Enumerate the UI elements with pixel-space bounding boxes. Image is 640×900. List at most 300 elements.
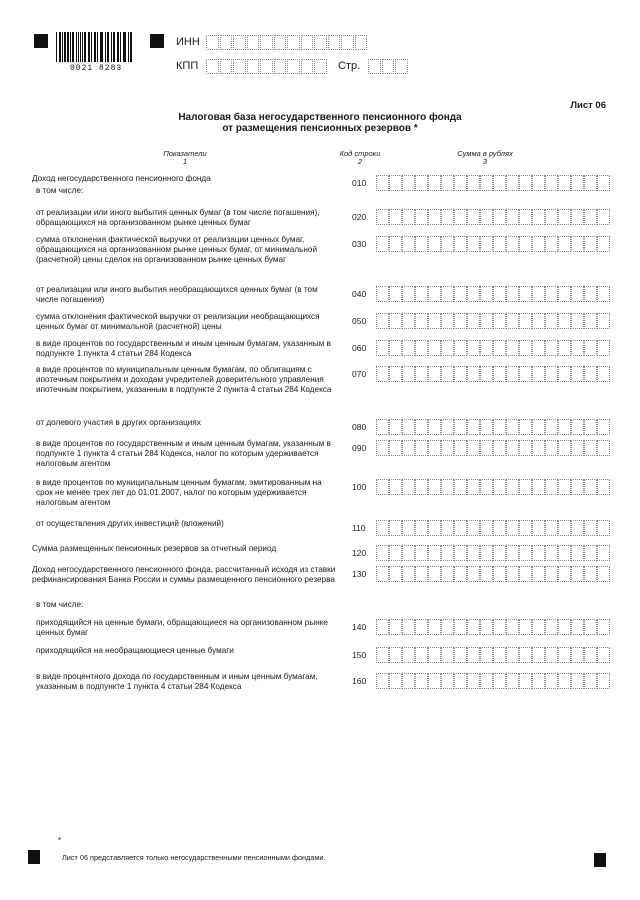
amount-cell[interactable] bbox=[415, 566, 428, 582]
amount-field[interactable] bbox=[376, 236, 610, 252]
amount-cell[interactable] bbox=[428, 236, 441, 252]
amount-cell[interactable] bbox=[389, 647, 402, 663]
amount-cell[interactable] bbox=[558, 619, 571, 635]
amount-cell[interactable] bbox=[571, 236, 584, 252]
amount-cell[interactable] bbox=[519, 545, 532, 561]
amount-cell[interactable] bbox=[545, 175, 558, 191]
input-cell[interactable] bbox=[355, 35, 368, 50]
amount-cell[interactable] bbox=[558, 566, 571, 582]
amount-cell[interactable] bbox=[571, 647, 584, 663]
amount-cell[interactable] bbox=[584, 175, 597, 191]
amount-cell[interactable] bbox=[441, 647, 454, 663]
amount-cell[interactable] bbox=[532, 366, 545, 382]
kpp-field[interactable] bbox=[206, 59, 328, 74]
amount-cell[interactable] bbox=[584, 313, 597, 329]
amount-cell[interactable] bbox=[493, 673, 506, 689]
amount-cell[interactable] bbox=[441, 619, 454, 635]
amount-cell[interactable] bbox=[402, 209, 415, 225]
amount-cell[interactable] bbox=[506, 209, 519, 225]
amount-cell[interactable] bbox=[545, 440, 558, 456]
amount-cell[interactable] bbox=[545, 619, 558, 635]
amount-cell[interactable] bbox=[493, 236, 506, 252]
amount-cell[interactable] bbox=[480, 619, 493, 635]
amount-cell[interactable] bbox=[519, 236, 532, 252]
input-cell[interactable] bbox=[274, 59, 287, 74]
amount-cell[interactable] bbox=[519, 340, 532, 356]
amount-cell[interactable] bbox=[558, 366, 571, 382]
amount-cell[interactable] bbox=[428, 419, 441, 435]
amount-cell[interactable] bbox=[584, 340, 597, 356]
amount-cell[interactable] bbox=[480, 236, 493, 252]
amount-cell[interactable] bbox=[428, 545, 441, 561]
amount-cell[interactable] bbox=[545, 313, 558, 329]
amount-cell[interactable] bbox=[454, 236, 467, 252]
amount-cell[interactable] bbox=[389, 419, 402, 435]
amount-cell[interactable] bbox=[558, 647, 571, 663]
amount-cell[interactable] bbox=[454, 566, 467, 582]
input-cell[interactable] bbox=[233, 59, 246, 74]
amount-cell[interactable] bbox=[571, 545, 584, 561]
amount-cell[interactable] bbox=[441, 340, 454, 356]
amount-cell[interactable] bbox=[428, 286, 441, 302]
amount-cell[interactable] bbox=[597, 673, 610, 689]
amount-cell[interactable] bbox=[402, 340, 415, 356]
amount-cell[interactable] bbox=[506, 566, 519, 582]
amount-cell[interactable] bbox=[467, 647, 480, 663]
amount-cell[interactable] bbox=[415, 366, 428, 382]
amount-cell[interactable] bbox=[415, 419, 428, 435]
amount-cell[interactable] bbox=[389, 520, 402, 536]
amount-cell[interactable] bbox=[402, 419, 415, 435]
amount-cell[interactable] bbox=[402, 440, 415, 456]
amount-cell[interactable] bbox=[480, 545, 493, 561]
amount-cell[interactable] bbox=[571, 209, 584, 225]
amount-cell[interactable] bbox=[441, 479, 454, 495]
amount-cell[interactable] bbox=[545, 479, 558, 495]
amount-cell[interactable] bbox=[584, 419, 597, 435]
amount-cell[interactable] bbox=[402, 236, 415, 252]
amount-cell[interactable] bbox=[597, 440, 610, 456]
amount-cell[interactable] bbox=[480, 647, 493, 663]
amount-cell[interactable] bbox=[597, 619, 610, 635]
amount-cell[interactable] bbox=[428, 366, 441, 382]
amount-cell[interactable] bbox=[480, 209, 493, 225]
amount-cell[interactable] bbox=[584, 286, 597, 302]
amount-cell[interactable] bbox=[571, 479, 584, 495]
amount-cell[interactable] bbox=[506, 545, 519, 561]
amount-field[interactable] bbox=[376, 313, 610, 329]
amount-cell[interactable] bbox=[454, 545, 467, 561]
amount-cell[interactable] bbox=[558, 209, 571, 225]
amount-cell[interactable] bbox=[584, 440, 597, 456]
amount-cell[interactable] bbox=[454, 647, 467, 663]
amount-cell[interactable] bbox=[558, 175, 571, 191]
amount-cell[interactable] bbox=[376, 440, 389, 456]
amount-cell[interactable] bbox=[584, 545, 597, 561]
amount-cell[interactable] bbox=[532, 175, 545, 191]
amount-cell[interactable] bbox=[480, 566, 493, 582]
amount-cell[interactable] bbox=[467, 619, 480, 635]
amount-cell[interactable] bbox=[584, 673, 597, 689]
input-cell[interactable] bbox=[301, 35, 314, 50]
amount-cell[interactable] bbox=[441, 520, 454, 536]
amount-cell[interactable] bbox=[389, 175, 402, 191]
amount-cell[interactable] bbox=[558, 236, 571, 252]
amount-cell[interactable] bbox=[415, 440, 428, 456]
amount-cell[interactable] bbox=[571, 313, 584, 329]
amount-cell[interactable] bbox=[532, 479, 545, 495]
amount-cell[interactable] bbox=[545, 236, 558, 252]
amount-cell[interactable] bbox=[402, 479, 415, 495]
amount-cell[interactable] bbox=[389, 340, 402, 356]
page-number-field[interactable] bbox=[368, 59, 409, 74]
amount-cell[interactable] bbox=[597, 647, 610, 663]
amount-cell[interactable] bbox=[454, 313, 467, 329]
amount-cell[interactable] bbox=[493, 340, 506, 356]
amount-cell[interactable] bbox=[506, 440, 519, 456]
amount-cell[interactable] bbox=[454, 479, 467, 495]
amount-cell[interactable] bbox=[428, 619, 441, 635]
amount-cell[interactable] bbox=[376, 286, 389, 302]
amount-cell[interactable] bbox=[467, 479, 480, 495]
amount-cell[interactable] bbox=[415, 520, 428, 536]
amount-cell[interactable] bbox=[519, 313, 532, 329]
amount-cell[interactable] bbox=[402, 619, 415, 635]
amount-cell[interactable] bbox=[376, 479, 389, 495]
amount-field[interactable] bbox=[376, 673, 610, 689]
amount-cell[interactable] bbox=[532, 673, 545, 689]
amount-cell[interactable] bbox=[597, 520, 610, 536]
amount-cell[interactable] bbox=[467, 366, 480, 382]
amount-cell[interactable] bbox=[506, 520, 519, 536]
amount-cell[interactable] bbox=[480, 175, 493, 191]
amount-cell[interactable] bbox=[571, 566, 584, 582]
amount-cell[interactable] bbox=[454, 619, 467, 635]
amount-cell[interactable] bbox=[441, 566, 454, 582]
amount-cell[interactable] bbox=[597, 175, 610, 191]
amount-cell[interactable] bbox=[454, 175, 467, 191]
amount-cell[interactable] bbox=[480, 340, 493, 356]
amount-cell[interactable] bbox=[467, 545, 480, 561]
amount-cell[interactable] bbox=[480, 366, 493, 382]
input-cell[interactable] bbox=[395, 59, 408, 74]
amount-cell[interactable] bbox=[597, 545, 610, 561]
amount-cell[interactable] bbox=[415, 236, 428, 252]
amount-cell[interactable] bbox=[545, 647, 558, 663]
amount-cell[interactable] bbox=[376, 419, 389, 435]
amount-field[interactable] bbox=[376, 545, 610, 561]
amount-cell[interactable] bbox=[545, 366, 558, 382]
amount-cell[interactable] bbox=[441, 419, 454, 435]
amount-cell[interactable] bbox=[493, 520, 506, 536]
amount-cell[interactable] bbox=[480, 286, 493, 302]
input-cell[interactable] bbox=[301, 59, 314, 74]
amount-cell[interactable] bbox=[584, 209, 597, 225]
amount-cell[interactable] bbox=[571, 419, 584, 435]
amount-field[interactable] bbox=[376, 440, 610, 456]
amount-cell[interactable] bbox=[532, 419, 545, 435]
amount-cell[interactable] bbox=[376, 647, 389, 663]
amount-cell[interactable] bbox=[545, 673, 558, 689]
amount-cell[interactable] bbox=[428, 175, 441, 191]
amount-cell[interactable] bbox=[480, 419, 493, 435]
amount-cell[interactable] bbox=[584, 647, 597, 663]
amount-cell[interactable] bbox=[415, 286, 428, 302]
amount-cell[interactable] bbox=[441, 673, 454, 689]
amount-cell[interactable] bbox=[519, 419, 532, 435]
amount-cell[interactable] bbox=[584, 479, 597, 495]
amount-cell[interactable] bbox=[454, 209, 467, 225]
amount-cell[interactable] bbox=[454, 340, 467, 356]
input-cell[interactable] bbox=[247, 59, 260, 74]
amount-cell[interactable] bbox=[415, 175, 428, 191]
amount-cell[interactable] bbox=[467, 440, 480, 456]
amount-cell[interactable] bbox=[376, 209, 389, 225]
amount-cell[interactable] bbox=[545, 209, 558, 225]
amount-cell[interactable] bbox=[519, 286, 532, 302]
amount-cell[interactable] bbox=[519, 479, 532, 495]
amount-cell[interactable] bbox=[519, 366, 532, 382]
input-cell[interactable] bbox=[314, 59, 327, 74]
inn-field[interactable] bbox=[206, 35, 368, 50]
amount-cell[interactable] bbox=[571, 520, 584, 536]
amount-field[interactable] bbox=[376, 479, 610, 495]
amount-cell[interactable] bbox=[519, 520, 532, 536]
amount-cell[interactable] bbox=[376, 366, 389, 382]
amount-field[interactable] bbox=[376, 286, 610, 302]
amount-cell[interactable] bbox=[415, 647, 428, 663]
amount-cell[interactable] bbox=[584, 520, 597, 536]
amount-cell[interactable] bbox=[389, 545, 402, 561]
input-cell[interactable] bbox=[341, 35, 354, 50]
amount-cell[interactable] bbox=[558, 286, 571, 302]
amount-cell[interactable] bbox=[389, 366, 402, 382]
amount-cell[interactable] bbox=[402, 313, 415, 329]
amount-cell[interactable] bbox=[480, 479, 493, 495]
input-cell[interactable] bbox=[260, 59, 273, 74]
amount-cell[interactable] bbox=[506, 647, 519, 663]
amount-cell[interactable] bbox=[558, 419, 571, 435]
amount-cell[interactable] bbox=[506, 286, 519, 302]
amount-cell[interactable] bbox=[428, 313, 441, 329]
amount-field[interactable] bbox=[376, 419, 610, 435]
amount-field[interactable] bbox=[376, 175, 610, 191]
amount-cell[interactable] bbox=[402, 647, 415, 663]
input-cell[interactable] bbox=[233, 35, 246, 50]
amount-cell[interactable] bbox=[389, 440, 402, 456]
amount-cell[interactable] bbox=[506, 619, 519, 635]
amount-cell[interactable] bbox=[558, 313, 571, 329]
amount-cell[interactable] bbox=[454, 286, 467, 302]
amount-cell[interactable] bbox=[493, 209, 506, 225]
amount-cell[interactable] bbox=[441, 313, 454, 329]
amount-cell[interactable] bbox=[376, 236, 389, 252]
amount-cell[interactable] bbox=[493, 619, 506, 635]
amount-cell[interactable] bbox=[493, 440, 506, 456]
amount-cell[interactable] bbox=[415, 209, 428, 225]
amount-cell[interactable] bbox=[519, 673, 532, 689]
input-cell[interactable] bbox=[368, 59, 381, 74]
amount-cell[interactable] bbox=[506, 673, 519, 689]
amount-cell[interactable] bbox=[545, 545, 558, 561]
amount-cell[interactable] bbox=[467, 313, 480, 329]
amount-cell[interactable] bbox=[597, 340, 610, 356]
input-cell[interactable] bbox=[247, 35, 260, 50]
amount-cell[interactable] bbox=[506, 175, 519, 191]
amount-cell[interactable] bbox=[467, 175, 480, 191]
amount-cell[interactable] bbox=[441, 545, 454, 561]
input-cell[interactable] bbox=[206, 59, 219, 74]
amount-cell[interactable] bbox=[532, 209, 545, 225]
amount-cell[interactable] bbox=[506, 313, 519, 329]
amount-cell[interactable] bbox=[428, 647, 441, 663]
amount-cell[interactable] bbox=[402, 673, 415, 689]
amount-cell[interactable] bbox=[545, 566, 558, 582]
amount-cell[interactable] bbox=[389, 566, 402, 582]
amount-cell[interactable] bbox=[454, 673, 467, 689]
amount-cell[interactable] bbox=[441, 209, 454, 225]
amount-cell[interactable] bbox=[558, 340, 571, 356]
amount-field[interactable] bbox=[376, 619, 610, 635]
amount-cell[interactable] bbox=[441, 440, 454, 456]
amount-cell[interactable] bbox=[532, 313, 545, 329]
amount-cell[interactable] bbox=[454, 520, 467, 536]
amount-cell[interactable] bbox=[402, 175, 415, 191]
amount-cell[interactable] bbox=[558, 440, 571, 456]
amount-cell[interactable] bbox=[532, 440, 545, 456]
amount-cell[interactable] bbox=[493, 175, 506, 191]
amount-cell[interactable] bbox=[532, 286, 545, 302]
amount-cell[interactable] bbox=[467, 286, 480, 302]
amount-cell[interactable] bbox=[415, 313, 428, 329]
amount-cell[interactable] bbox=[441, 366, 454, 382]
amount-cell[interactable] bbox=[532, 520, 545, 536]
input-cell[interactable] bbox=[382, 59, 395, 74]
amount-cell[interactable] bbox=[545, 340, 558, 356]
amount-cell[interactable] bbox=[376, 619, 389, 635]
amount-cell[interactable] bbox=[558, 545, 571, 561]
amount-cell[interactable] bbox=[558, 520, 571, 536]
amount-cell[interactable] bbox=[532, 619, 545, 635]
amount-cell[interactable] bbox=[454, 419, 467, 435]
amount-cell[interactable] bbox=[506, 236, 519, 252]
amount-cell[interactable] bbox=[389, 209, 402, 225]
amount-cell[interactable] bbox=[584, 236, 597, 252]
amount-cell[interactable] bbox=[532, 236, 545, 252]
amount-field[interactable] bbox=[376, 366, 610, 382]
amount-cell[interactable] bbox=[519, 647, 532, 663]
amount-cell[interactable] bbox=[376, 545, 389, 561]
input-cell[interactable] bbox=[274, 35, 287, 50]
amount-cell[interactable] bbox=[480, 313, 493, 329]
amount-cell[interactable] bbox=[376, 673, 389, 689]
amount-cell[interactable] bbox=[454, 440, 467, 456]
amount-cell[interactable] bbox=[597, 366, 610, 382]
amount-cell[interactable] bbox=[415, 340, 428, 356]
input-cell[interactable] bbox=[206, 35, 219, 50]
amount-cell[interactable] bbox=[376, 313, 389, 329]
input-cell[interactable] bbox=[220, 35, 233, 50]
amount-cell[interactable] bbox=[376, 175, 389, 191]
amount-cell[interactable] bbox=[506, 479, 519, 495]
amount-cell[interactable] bbox=[441, 236, 454, 252]
amount-cell[interactable] bbox=[571, 175, 584, 191]
amount-cell[interactable] bbox=[467, 340, 480, 356]
amount-cell[interactable] bbox=[467, 236, 480, 252]
amount-cell[interactable] bbox=[571, 286, 584, 302]
amount-cell[interactable] bbox=[441, 175, 454, 191]
amount-cell[interactable] bbox=[584, 566, 597, 582]
amount-cell[interactable] bbox=[519, 209, 532, 225]
amount-cell[interactable] bbox=[480, 673, 493, 689]
amount-cell[interactable] bbox=[441, 286, 454, 302]
amount-cell[interactable] bbox=[428, 479, 441, 495]
amount-cell[interactable] bbox=[545, 520, 558, 536]
amount-cell[interactable] bbox=[467, 520, 480, 536]
amount-cell[interactable] bbox=[376, 340, 389, 356]
amount-cell[interactable] bbox=[571, 340, 584, 356]
amount-cell[interactable] bbox=[389, 313, 402, 329]
amount-cell[interactable] bbox=[428, 673, 441, 689]
amount-cell[interactable] bbox=[558, 479, 571, 495]
amount-cell[interactable] bbox=[467, 209, 480, 225]
amount-cell[interactable] bbox=[519, 440, 532, 456]
amount-cell[interactable] bbox=[454, 366, 467, 382]
amount-cell[interactable] bbox=[532, 340, 545, 356]
amount-cell[interactable] bbox=[493, 566, 506, 582]
amount-field[interactable] bbox=[376, 520, 610, 536]
amount-cell[interactable] bbox=[584, 366, 597, 382]
amount-cell[interactable] bbox=[389, 286, 402, 302]
amount-cell[interactable] bbox=[428, 340, 441, 356]
amount-cell[interactable] bbox=[506, 366, 519, 382]
amount-cell[interactable] bbox=[493, 286, 506, 302]
amount-cell[interactable] bbox=[493, 479, 506, 495]
amount-cell[interactable] bbox=[597, 566, 610, 582]
amount-cell[interactable] bbox=[376, 566, 389, 582]
amount-cell[interactable] bbox=[389, 479, 402, 495]
amount-cell[interactable] bbox=[506, 340, 519, 356]
amount-cell[interactable] bbox=[519, 175, 532, 191]
amount-cell[interactable] bbox=[571, 673, 584, 689]
amount-cell[interactable] bbox=[467, 673, 480, 689]
input-cell[interactable] bbox=[287, 59, 300, 74]
input-cell[interactable] bbox=[287, 35, 300, 50]
amount-cell[interactable] bbox=[428, 520, 441, 536]
amount-cell[interactable] bbox=[545, 286, 558, 302]
amount-field[interactable] bbox=[376, 566, 610, 582]
amount-cell[interactable] bbox=[597, 236, 610, 252]
amount-cell[interactable] bbox=[597, 479, 610, 495]
amount-cell[interactable] bbox=[389, 619, 402, 635]
amount-cell[interactable] bbox=[558, 673, 571, 689]
input-cell[interactable] bbox=[260, 35, 273, 50]
amount-cell[interactable] bbox=[415, 673, 428, 689]
amount-cell[interactable] bbox=[480, 520, 493, 536]
amount-cell[interactable] bbox=[467, 419, 480, 435]
amount-cell[interactable] bbox=[493, 366, 506, 382]
amount-cell[interactable] bbox=[584, 619, 597, 635]
amount-field[interactable] bbox=[376, 340, 610, 356]
amount-cell[interactable] bbox=[402, 366, 415, 382]
amount-cell[interactable] bbox=[389, 236, 402, 252]
amount-cell[interactable] bbox=[519, 566, 532, 582]
amount-cell[interactable] bbox=[467, 566, 480, 582]
amount-cell[interactable] bbox=[532, 566, 545, 582]
amount-cell[interactable] bbox=[402, 566, 415, 582]
amount-cell[interactable] bbox=[402, 286, 415, 302]
amount-cell[interactable] bbox=[506, 419, 519, 435]
